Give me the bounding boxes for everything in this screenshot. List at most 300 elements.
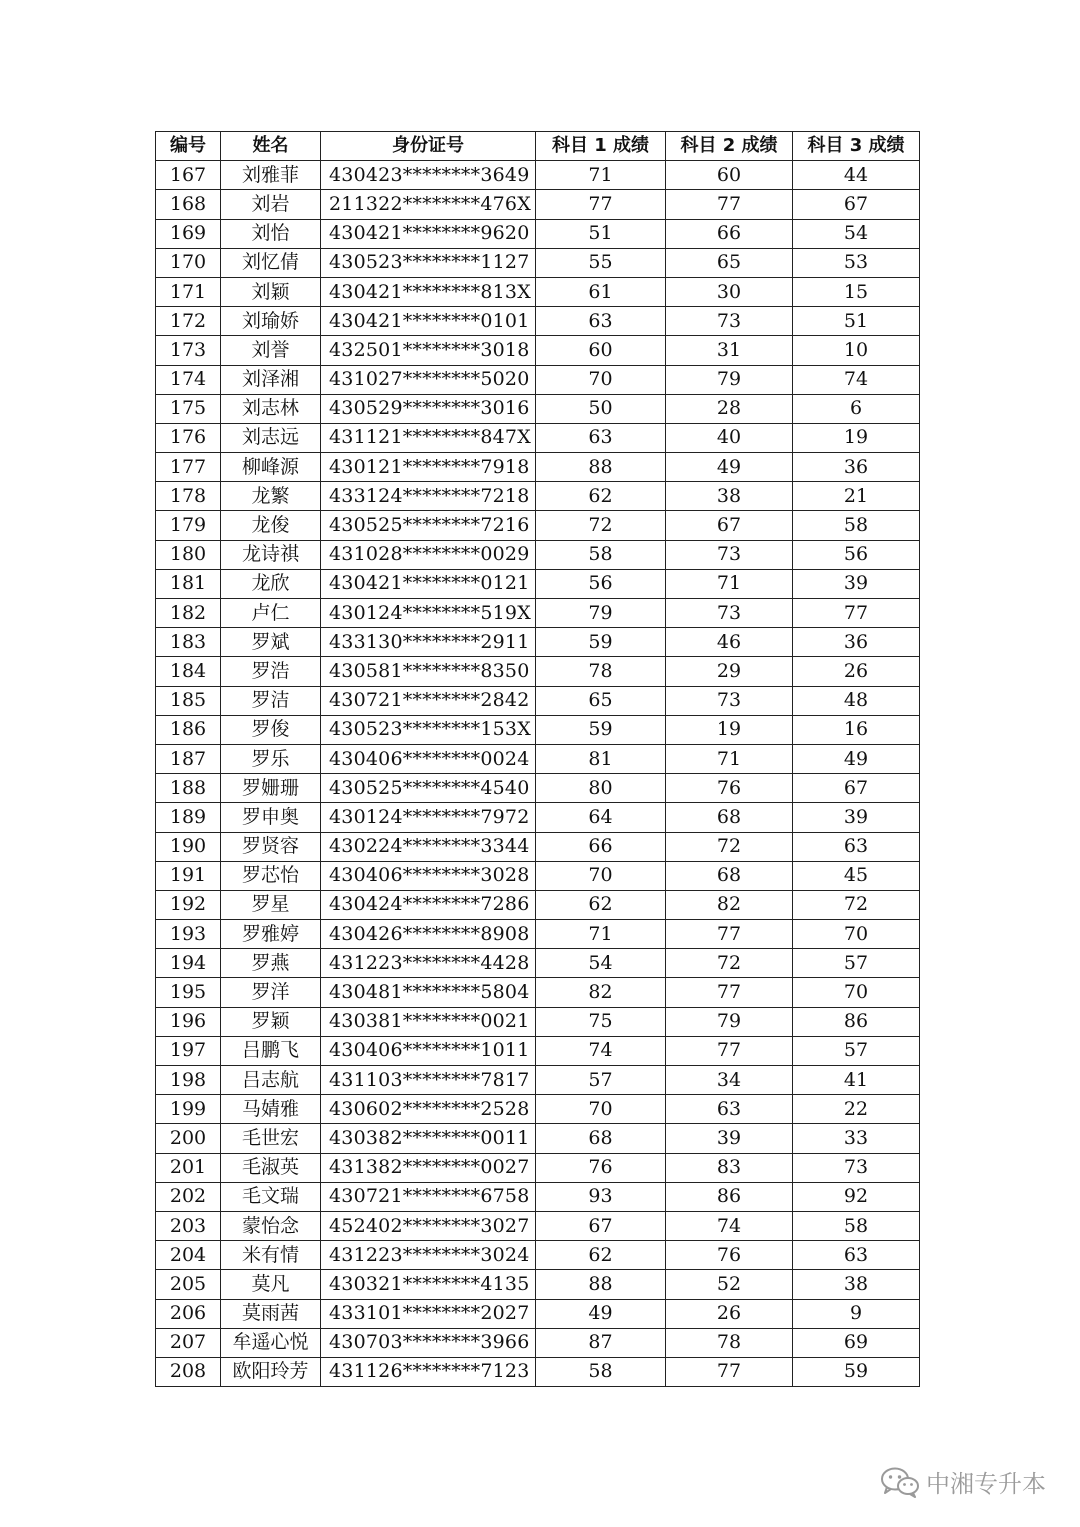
table-row — [156, 248, 920, 277]
cell-subject2-score: 71 — [666, 744, 793, 773]
cell-subject3-score: 58 — [793, 511, 920, 540]
cell-number: 168 — [156, 190, 221, 219]
cell-name: 罗燕 — [221, 949, 321, 978]
cell-number: 172 — [156, 307, 221, 336]
cell-subject1-score: 88 — [536, 453, 666, 482]
cell-number: 186 — [156, 715, 221, 744]
cell-subject1-score: 72 — [536, 511, 666, 540]
cell-number: 173 — [156, 336, 221, 365]
cell-subject2-score: 68 — [666, 803, 793, 832]
table-row — [156, 540, 920, 569]
cell-subject2-score: 76 — [666, 1241, 793, 1270]
cell-subject3-score: 45 — [793, 861, 920, 890]
cell-subject3-score: 72 — [793, 890, 920, 919]
cell-subject1-score: 70 — [536, 1095, 666, 1124]
table-row — [156, 219, 920, 248]
cell-subject2-score: 73 — [666, 599, 793, 628]
cell-number: 197 — [156, 1036, 221, 1065]
wechat-icon — [880, 1466, 920, 1498]
table-row — [156, 803, 920, 832]
cell-subject2-score: 67 — [666, 511, 793, 540]
cell-name: 刘誉 — [221, 336, 321, 365]
cell-subject2-score: 74 — [666, 1211, 793, 1240]
cell-name: 龙繁 — [221, 482, 321, 511]
cell-subject1-score: 74 — [536, 1036, 666, 1065]
cell-subject3-score: 33 — [793, 1124, 920, 1153]
cell-name: 罗乐 — [221, 744, 321, 773]
cell-subject3-score: 6 — [793, 394, 920, 423]
cell-subject2-score: 73 — [666, 307, 793, 336]
cell-subject2-score: 72 — [666, 832, 793, 861]
cell-number: 179 — [156, 511, 221, 540]
cell-subject3-score: 49 — [793, 744, 920, 773]
cell-name: 刘雅菲 — [221, 161, 321, 190]
cell-subject3-score: 38 — [793, 1270, 920, 1299]
cell-number: 185 — [156, 686, 221, 715]
cell-number: 196 — [156, 1007, 221, 1036]
cell-id-number: 430406********0024 — [321, 744, 536, 773]
cell-subject2-score: 77 — [666, 920, 793, 949]
cell-number: 183 — [156, 628, 221, 657]
cell-number: 176 — [156, 423, 221, 452]
cell-id-number: 430703********3966 — [321, 1328, 536, 1357]
cell-name: 刘忆倩 — [221, 248, 321, 277]
cell-name: 牟遥心悦 — [221, 1328, 321, 1357]
cell-subject1-score: 71 — [536, 161, 666, 190]
cell-number: 201 — [156, 1153, 221, 1182]
cell-subject3-score: 56 — [793, 540, 920, 569]
cell-name: 罗雅婷 — [221, 920, 321, 949]
cell-name: 罗贤容 — [221, 832, 321, 861]
cell-subject3-score: 21 — [793, 482, 920, 511]
cell-subject2-score: 83 — [666, 1153, 793, 1182]
cell-id-number: 452402********3027 — [321, 1211, 536, 1240]
cell-name: 蒙怡念 — [221, 1211, 321, 1240]
cell-subject2-score: 73 — [666, 686, 793, 715]
table-row — [156, 1007, 920, 1036]
cell-id-number: 431028********0029 — [321, 540, 536, 569]
cell-number: 181 — [156, 569, 221, 598]
cell-subject2-score: 38 — [666, 482, 793, 511]
table-row — [156, 277, 920, 306]
cell-subject3-score: 70 — [793, 920, 920, 949]
cell-name: 刘志林 — [221, 394, 321, 423]
score-table — [155, 131, 920, 1387]
cell-subject2-score: 77 — [666, 190, 793, 219]
cell-name: 莫凡 — [221, 1270, 321, 1299]
cell-subject2-score: 39 — [666, 1124, 793, 1153]
cell-id-number: 430721********2842 — [321, 686, 536, 715]
table-row — [156, 511, 920, 540]
cell-subject1-score: 78 — [536, 657, 666, 686]
cell-subject3-score: 51 — [793, 307, 920, 336]
cell-subject3-score: 54 — [793, 219, 920, 248]
cell-subject1-score: 60 — [536, 336, 666, 365]
cell-subject2-score: 78 — [666, 1328, 793, 1357]
cell-subject1-score: 67 — [536, 1211, 666, 1240]
cell-subject1-score: 62 — [536, 1241, 666, 1270]
cell-subject1-score: 59 — [536, 628, 666, 657]
cell-name: 罗星 — [221, 890, 321, 919]
col-number-header: 编号 — [156, 132, 221, 161]
cell-subject3-score: 39 — [793, 569, 920, 598]
cell-name: 龙诗祺 — [221, 540, 321, 569]
cell-id-number: 433101********2027 — [321, 1299, 536, 1328]
cell-name: 龙欣 — [221, 569, 321, 598]
cell-subject1-score: 70 — [536, 861, 666, 890]
cell-number: 207 — [156, 1328, 221, 1357]
cell-subject3-score: 59 — [793, 1357, 920, 1386]
cell-subject3-score: 15 — [793, 277, 920, 306]
cell-subject3-score: 77 — [793, 599, 920, 628]
cell-subject2-score: 76 — [666, 774, 793, 803]
cell-id-number: 430721********6758 — [321, 1182, 536, 1211]
cell-name: 刘怡 — [221, 219, 321, 248]
table-row — [156, 482, 920, 511]
cell-id-number: 430421********813X — [321, 277, 536, 306]
cell-name: 欧阳玲芳 — [221, 1357, 321, 1386]
cell-name: 罗芯怡 — [221, 861, 321, 890]
cell-id-number: 430523********1127 — [321, 248, 536, 277]
cell-name: 罗浩 — [221, 657, 321, 686]
cell-id-number: 430224********3344 — [321, 832, 536, 861]
cell-subject1-score: 59 — [536, 715, 666, 744]
cell-subject1-score: 82 — [536, 978, 666, 1007]
cell-subject1-score: 61 — [536, 277, 666, 306]
cell-name: 柳峰源 — [221, 453, 321, 482]
table-row — [156, 628, 920, 657]
cell-subject1-score: 93 — [536, 1182, 666, 1211]
cell-number: 178 — [156, 482, 221, 511]
cell-name: 刘瑜娇 — [221, 307, 321, 336]
cell-name: 刘志远 — [221, 423, 321, 452]
table-row — [156, 1095, 920, 1124]
cell-name: 罗斌 — [221, 628, 321, 657]
cell-subject2-score: 52 — [666, 1270, 793, 1299]
cell-number: 193 — [156, 920, 221, 949]
cell-subject3-score: 63 — [793, 832, 920, 861]
table-row — [156, 978, 920, 1007]
table-row — [156, 365, 920, 394]
cell-id-number: 431027********5020 — [321, 365, 536, 394]
col-subject1-score-header: 科目 1 成绩 — [536, 132, 666, 161]
cell-number: 205 — [156, 1270, 221, 1299]
cell-subject2-score: 40 — [666, 423, 793, 452]
cell-id-number: 211322********476X — [321, 190, 536, 219]
cell-subject3-score: 63 — [793, 1241, 920, 1270]
cell-subject2-score: 72 — [666, 949, 793, 978]
cell-id-number: 430424********7286 — [321, 890, 536, 919]
cell-subject1-score: 64 — [536, 803, 666, 832]
cell-name: 吕志航 — [221, 1066, 321, 1095]
cell-subject1-score: 63 — [536, 423, 666, 452]
cell-subject1-score: 79 — [536, 599, 666, 628]
cell-subject3-score: 53 — [793, 248, 920, 277]
table-row — [156, 1182, 920, 1211]
cell-subject2-score: 79 — [666, 1007, 793, 1036]
table-row — [156, 949, 920, 978]
table-row — [156, 1241, 920, 1270]
cell-subject2-score: 82 — [666, 890, 793, 919]
cell-subject3-score: 9 — [793, 1299, 920, 1328]
cell-subject2-score: 86 — [666, 1182, 793, 1211]
watermark — [880, 1464, 1046, 1499]
cell-subject2-score: 30 — [666, 277, 793, 306]
cell-subject2-score: 26 — [666, 1299, 793, 1328]
cell-subject1-score: 55 — [536, 248, 666, 277]
cell-subject1-score: 62 — [536, 890, 666, 919]
cell-subject3-score: 26 — [793, 657, 920, 686]
cell-id-number: 430523********153X — [321, 715, 536, 744]
cell-id-number: 431103********7817 — [321, 1066, 536, 1095]
cell-name: 毛世宏 — [221, 1124, 321, 1153]
cell-id-number: 431223********3024 — [321, 1241, 536, 1270]
cell-id-number: 430525********7216 — [321, 511, 536, 540]
cell-subject1-score: 66 — [536, 832, 666, 861]
table-row — [156, 1153, 920, 1182]
cell-subject2-score: 29 — [666, 657, 793, 686]
cell-name: 罗申奥 — [221, 803, 321, 832]
cell-subject3-score: 58 — [793, 1211, 920, 1240]
cell-subject1-score: 76 — [536, 1153, 666, 1182]
cell-subject2-score: 65 — [666, 248, 793, 277]
cell-subject1-score: 63 — [536, 307, 666, 336]
cell-number: 190 — [156, 832, 221, 861]
cell-number: 171 — [156, 277, 221, 306]
cell-id-number: 430406********1011 — [321, 1036, 536, 1065]
cell-id-number: 433130********2911 — [321, 628, 536, 657]
cell-id-number: 430121********7918 — [321, 453, 536, 482]
table-row — [156, 569, 920, 598]
col-name-header: 姓名 — [221, 132, 321, 161]
cell-id-number: 430423********3649 — [321, 161, 536, 190]
cell-subject2-score: 73 — [666, 540, 793, 569]
col-id-number-header: 身份证号 — [321, 132, 536, 161]
table-row — [156, 190, 920, 219]
cell-number: 203 — [156, 1211, 221, 1240]
cell-subject3-score: 16 — [793, 715, 920, 744]
cell-number: 169 — [156, 219, 221, 248]
cell-subject3-score: 22 — [793, 1095, 920, 1124]
cell-subject2-score: 63 — [666, 1095, 793, 1124]
cell-number: 184 — [156, 657, 221, 686]
cell-number: 177 — [156, 453, 221, 482]
cell-number: 182 — [156, 599, 221, 628]
table-header — [156, 132, 920, 161]
cell-subject3-score: 67 — [793, 190, 920, 219]
cell-subject1-score: 88 — [536, 1270, 666, 1299]
cell-id-number: 430421********0101 — [321, 307, 536, 336]
cell-subject1-score: 77 — [536, 190, 666, 219]
cell-id-number: 430124********7972 — [321, 803, 536, 832]
table-row — [156, 861, 920, 890]
cell-number: 175 — [156, 394, 221, 423]
cell-name: 毛淑英 — [221, 1153, 321, 1182]
cell-name: 刘泽湘 — [221, 365, 321, 394]
cell-id-number: 433124********7218 — [321, 482, 536, 511]
cell-subject1-score: 65 — [536, 686, 666, 715]
cell-name: 刘岩 — [221, 190, 321, 219]
cell-subject3-score: 73 — [793, 1153, 920, 1182]
cell-name: 马婧雅 — [221, 1095, 321, 1124]
cell-subject3-score: 41 — [793, 1066, 920, 1095]
cell-id-number: 430581********8350 — [321, 657, 536, 686]
table-row — [156, 686, 920, 715]
table-row — [156, 1036, 920, 1065]
table-row — [156, 161, 920, 190]
cell-name: 罗姗珊 — [221, 774, 321, 803]
cell-name: 毛文瑞 — [221, 1182, 321, 1211]
cell-name: 卢仁 — [221, 599, 321, 628]
table-row — [156, 1066, 920, 1095]
cell-subject3-score: 36 — [793, 628, 920, 657]
cell-number: 192 — [156, 890, 221, 919]
cell-id-number: 430602********2528 — [321, 1095, 536, 1124]
cell-number: 198 — [156, 1066, 221, 1095]
cell-id-number: 430321********4135 — [321, 1270, 536, 1299]
table-row — [156, 774, 920, 803]
col-subject2-score-header: 科目 2 成绩 — [666, 132, 793, 161]
cell-number: 194 — [156, 949, 221, 978]
cell-subject3-score: 57 — [793, 949, 920, 978]
cell-number: 174 — [156, 365, 221, 394]
cell-name: 罗洋 — [221, 978, 321, 1007]
cell-name: 罗俊 — [221, 715, 321, 744]
cell-subject3-score: 10 — [793, 336, 920, 365]
cell-id-number: 430406********3028 — [321, 861, 536, 890]
table-row — [156, 1124, 920, 1153]
table-row — [156, 1299, 920, 1328]
cell-subject3-score: 48 — [793, 686, 920, 715]
cell-subject3-score: 92 — [793, 1182, 920, 1211]
cell-id-number: 430525********4540 — [321, 774, 536, 803]
cell-number: 188 — [156, 774, 221, 803]
cell-id-number: 430481********5804 — [321, 978, 536, 1007]
cell-subject1-score: 54 — [536, 949, 666, 978]
table-row — [156, 657, 920, 686]
table-row — [156, 1211, 920, 1240]
cell-name: 罗洁 — [221, 686, 321, 715]
cell-number: 206 — [156, 1299, 221, 1328]
cell-name: 米有情 — [221, 1241, 321, 1270]
cell-name: 吕鹏飞 — [221, 1036, 321, 1065]
cell-subject1-score: 51 — [536, 219, 666, 248]
cell-subject2-score: 46 — [666, 628, 793, 657]
cell-subject1-score: 49 — [536, 1299, 666, 1328]
cell-name: 莫雨茜 — [221, 1299, 321, 1328]
cell-id-number: 430529********3016 — [321, 394, 536, 423]
cell-number: 208 — [156, 1357, 221, 1386]
cell-id-number: 431382********0027 — [321, 1153, 536, 1182]
table-body — [156, 161, 920, 1387]
cell-number: 199 — [156, 1095, 221, 1124]
cell-number: 189 — [156, 803, 221, 832]
cell-subject3-score: 36 — [793, 453, 920, 482]
cell-subject3-score: 70 — [793, 978, 920, 1007]
cell-subject3-score: 19 — [793, 423, 920, 452]
cell-subject2-score: 77 — [666, 1357, 793, 1386]
table-row — [156, 715, 920, 744]
cell-subject3-score: 69 — [793, 1328, 920, 1357]
table-row — [156, 336, 920, 365]
cell-subject3-score: 67 — [793, 774, 920, 803]
cell-id-number: 430382********0011 — [321, 1124, 536, 1153]
cell-subject2-score: 68 — [666, 861, 793, 890]
cell-number: 187 — [156, 744, 221, 773]
cell-subject2-score: 28 — [666, 394, 793, 423]
cell-id-number: 431223********4428 — [321, 949, 536, 978]
cell-id-number: 432501********3018 — [321, 336, 536, 365]
cell-subject1-score: 81 — [536, 744, 666, 773]
cell-subject2-score: 31 — [666, 336, 793, 365]
table-row — [156, 1357, 920, 1386]
cell-subject1-score: 56 — [536, 569, 666, 598]
table-row — [156, 1270, 920, 1299]
cell-subject3-score: 57 — [793, 1036, 920, 1065]
cell-name: 刘颖 — [221, 277, 321, 306]
table-row — [156, 832, 920, 861]
cell-subject1-score: 70 — [536, 365, 666, 394]
cell-name: 罗颖 — [221, 1007, 321, 1036]
cell-number: 204 — [156, 1241, 221, 1270]
table-row — [156, 599, 920, 628]
cell-subject2-score: 49 — [666, 453, 793, 482]
table-row — [156, 920, 920, 949]
cell-subject1-score: 68 — [536, 1124, 666, 1153]
cell-id-number: 430426********8908 — [321, 920, 536, 949]
cell-subject1-score: 58 — [536, 540, 666, 569]
cell-subject2-score: 19 — [666, 715, 793, 744]
table-row — [156, 453, 920, 482]
cell-subject1-score: 50 — [536, 394, 666, 423]
cell-subject3-score: 44 — [793, 161, 920, 190]
cell-number: 191 — [156, 861, 221, 890]
cell-subject1-score: 75 — [536, 1007, 666, 1036]
header-row — [156, 132, 920, 161]
cell-number: 180 — [156, 540, 221, 569]
cell-subject1-score: 57 — [536, 1066, 666, 1095]
cell-subject2-score: 77 — [666, 978, 793, 1007]
cell-number: 167 — [156, 161, 221, 190]
cell-id-number: 430421********9620 — [321, 219, 536, 248]
cell-id-number: 431121********847X — [321, 423, 536, 452]
table-row — [156, 394, 920, 423]
cell-id-number: 430124********519X — [321, 599, 536, 628]
cell-subject3-score: 39 — [793, 803, 920, 832]
col-subject3-score-header: 科目 3 成绩 — [793, 132, 920, 161]
cell-number: 200 — [156, 1124, 221, 1153]
cell-subject1-score: 71 — [536, 920, 666, 949]
cell-subject2-score: 79 — [666, 365, 793, 394]
cell-subject2-score: 71 — [666, 569, 793, 598]
cell-subject3-score: 86 — [793, 1007, 920, 1036]
table-row — [156, 423, 920, 452]
table-row — [156, 1328, 920, 1357]
cell-subject2-score: 60 — [666, 161, 793, 190]
cell-subject1-score: 87 — [536, 1328, 666, 1357]
cell-subject3-score: 74 — [793, 365, 920, 394]
cell-number: 202 — [156, 1182, 221, 1211]
cell-subject1-score: 62 — [536, 482, 666, 511]
cell-id-number: 431126********7123 — [321, 1357, 536, 1386]
cell-subject2-score: 66 — [666, 219, 793, 248]
cell-number: 170 — [156, 248, 221, 277]
table-row — [156, 744, 920, 773]
cell-number: 195 — [156, 978, 221, 1007]
cell-name: 龙俊 — [221, 511, 321, 540]
cell-subject2-score: 77 — [666, 1036, 793, 1065]
cell-subject1-score: 58 — [536, 1357, 666, 1386]
